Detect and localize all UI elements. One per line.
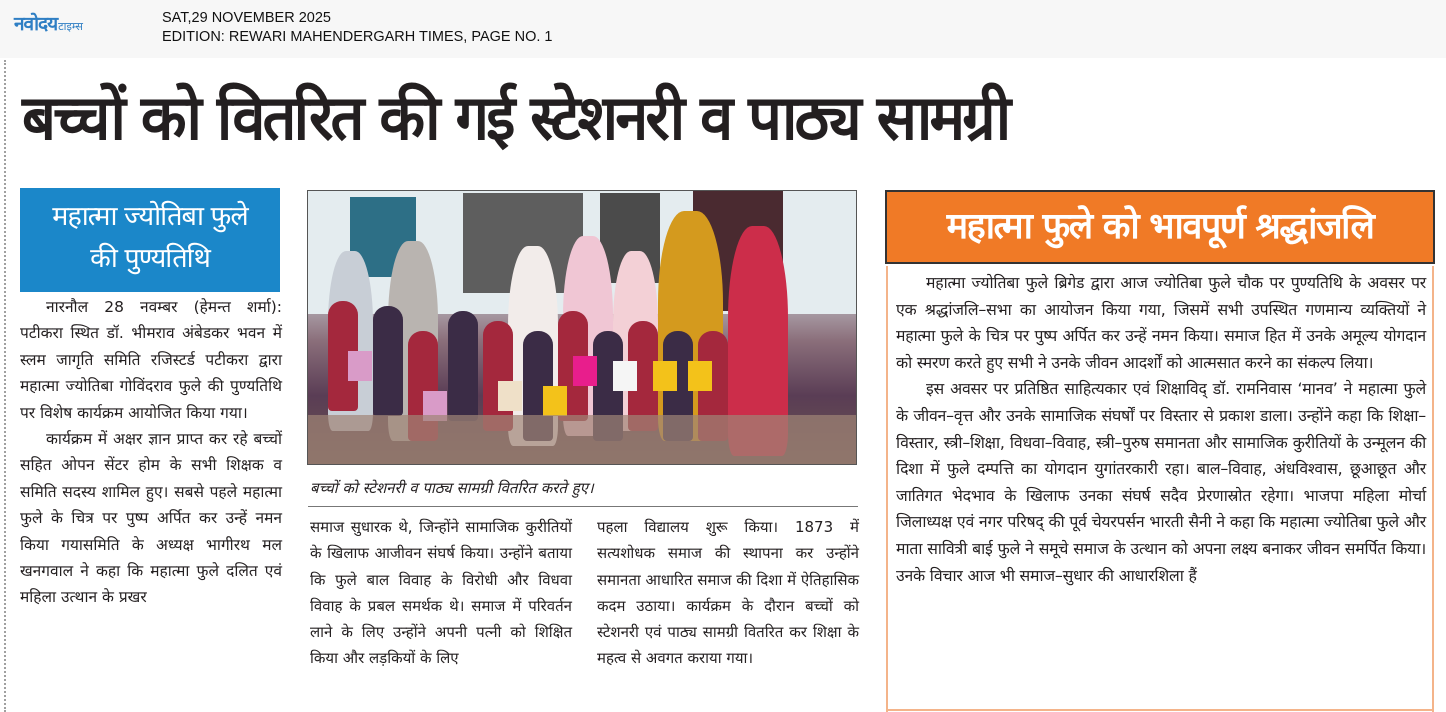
- left-story-paragraph: कार्यक्रम में अक्षर ज्ञान प्राप्त कर रहे बच्चों सहित ओपन सेंटर होम के सभी शिक्षक व समिति सदस्य शामिल हुए। सबसे पहले महात्मा फुले के चित्र पर पुष्प अर्पित कर उन्हें नमन किया गयासमिति के अध्यक्ष भागीरथ मल खनगवाल ने कहा कि महात्मा फुले दलित एवं महिला उत्थान के प्रखर: [20, 430, 282, 607]
- right-story-body: [896, 270, 1426, 589]
- photo-caption: बच्चों को स्टेशनरी व पाठ्य सामग्री वितरित करते हुए।: [310, 479, 594, 497]
- newspaper-logo: [14, 10, 83, 36]
- edition-info: EDITION: REWARI MAHENDERGARH TIMES, PAGE NO. 1: [162, 29, 553, 45]
- right-story-title-box: [885, 190, 1435, 264]
- masthead-bar: [0, 0, 1446, 58]
- left-story-title-line2: की पुण्यतिथि: [90, 243, 210, 274]
- left-story-column-3: पहला विद्यालय शुरू किया। 1873 में सत्यशोधक समाज की स्थापना कर उन्होंने समानता आधारित समाज की दिशा में ऐतिहासिक कदम उठाया। कार्यक्रम के दौरान बच्चों को स्टेशनरी एवं पाठ्य सामग्री वितरित कर शिक्षा के महत्व से अवगत कराया गया।: [597, 518, 859, 668]
- dotted-margin-rule: [4, 60, 6, 712]
- right-story-border-bottom: [886, 709, 1434, 711]
- caption-divider: [308, 506, 858, 507]
- left-story-column-1: [20, 294, 282, 611]
- publication-date: SAT,29 NOVEMBER 2025: [162, 10, 331, 26]
- news-photo: [307, 190, 857, 465]
- left-story-title-box: [20, 188, 280, 292]
- edition-meta: [162, 9, 552, 47]
- left-story-paragraph: नारनौल 28 नवम्बर (हेमन्त शर्मा): पटीकरा स्थित डॉ. भीमराव अंबेडकर भवन में स्लम जागृति समिति रजिस्टर्ड पटीकरा द्वारा महात्मा ज्योतिबा गोविंदराव फुले की पुण्यतिथि पर विशेष कार्यक्रम आयोजित किया गया।: [20, 298, 282, 422]
- main-headline: बच्चों को वितरित की गई स्टेशनरी व पाठ्य सामग्री: [22, 81, 1009, 154]
- left-story-title-line1: महात्मा ज्योतिबा फुले: [52, 201, 248, 232]
- right-story-paragraph: महात्मा ज्योतिबा फुले ब्रिगेड द्वारा आज ज्योतिबा फुले चौक पर पुण्यतिथि के अवसर पर एक श्रद्धांजलि–सभा का आयोजन किया गया, जिसमें सभी उपस्थित गणमान्य व्यक्तियों ने महात्मा फुले के चित्र पर पुष्प अर्पित कर उन्हें नमन किया। समाज हित में उनके अमूल्य योगदान को स्मरण करते हुए सभी ने उनके जीवन आदर्शों को आत्मसात करने का संकल्प लिया।: [896, 273, 1426, 372]
- left-story-column-2: समाज सुधारक थे, जिन्होंने सामाजिक कुरीतियों के खिलाफ आजीवन संघर्ष किया। उन्होंने बताया कि फुले बाल विवाह के विरोधी और विधवा विवाह के प्रबल समर्थक थे। समाज में परिवर्तन लाने के लिए उन्होंने अपनी पत्नी को शिक्षित किया और लड़कियों के लिए: [310, 518, 572, 668]
- right-story-title: महात्मा फुले को भावपूर्ण श्रद्धांजलि: [946, 206, 1374, 247]
- right-story-paragraph: इस अवसर पर प्रतिष्ठित साहित्यकार एवं शिक्षाविद् डॉ. रामनिवास ‘मानव’ ने महात्मा फुले के जीवन–वृत्त और उनके सामाजिक संघर्षों पर विस्तार से प्रकाश डाला। उन्होंने कहा कि शिक्षा–विस्तार, स्त्री–शिक्षा, विधवा–विवाह, स्त्री–पुरुष समानता और सामाजिक कुरीतियों के उन्मूलन की दिशा में फुले दम्पत्ति का योगदान युगांतरकारी रहा। बाल–विवाह, अंधविश्वास, छूआछूत और जातिगत भेदभाव के खिलाफ उनका संघर्ष सदैव प्रेरणास्रोत रहेगा। भाजपा महिला मोर्चा जिलाध्यक्ष एवं नगर परिषद् की पूर्व चेयरपर्सन भारती सैनी ने कहा कि महात्मा ज्योतिबा फुले और माता सावित्री बाई फुले ने समूचे समाज के उत्थान को अपना लक्ष्य बनाकर जीवन समर्पित किया। उनके विचार आज भी समाज–सुधार की आधारशिला हैं: [896, 379, 1426, 585]
- logo-sub-text: टाइम्स: [58, 20, 83, 33]
- logo-main-text: नवोदय: [14, 13, 58, 35]
